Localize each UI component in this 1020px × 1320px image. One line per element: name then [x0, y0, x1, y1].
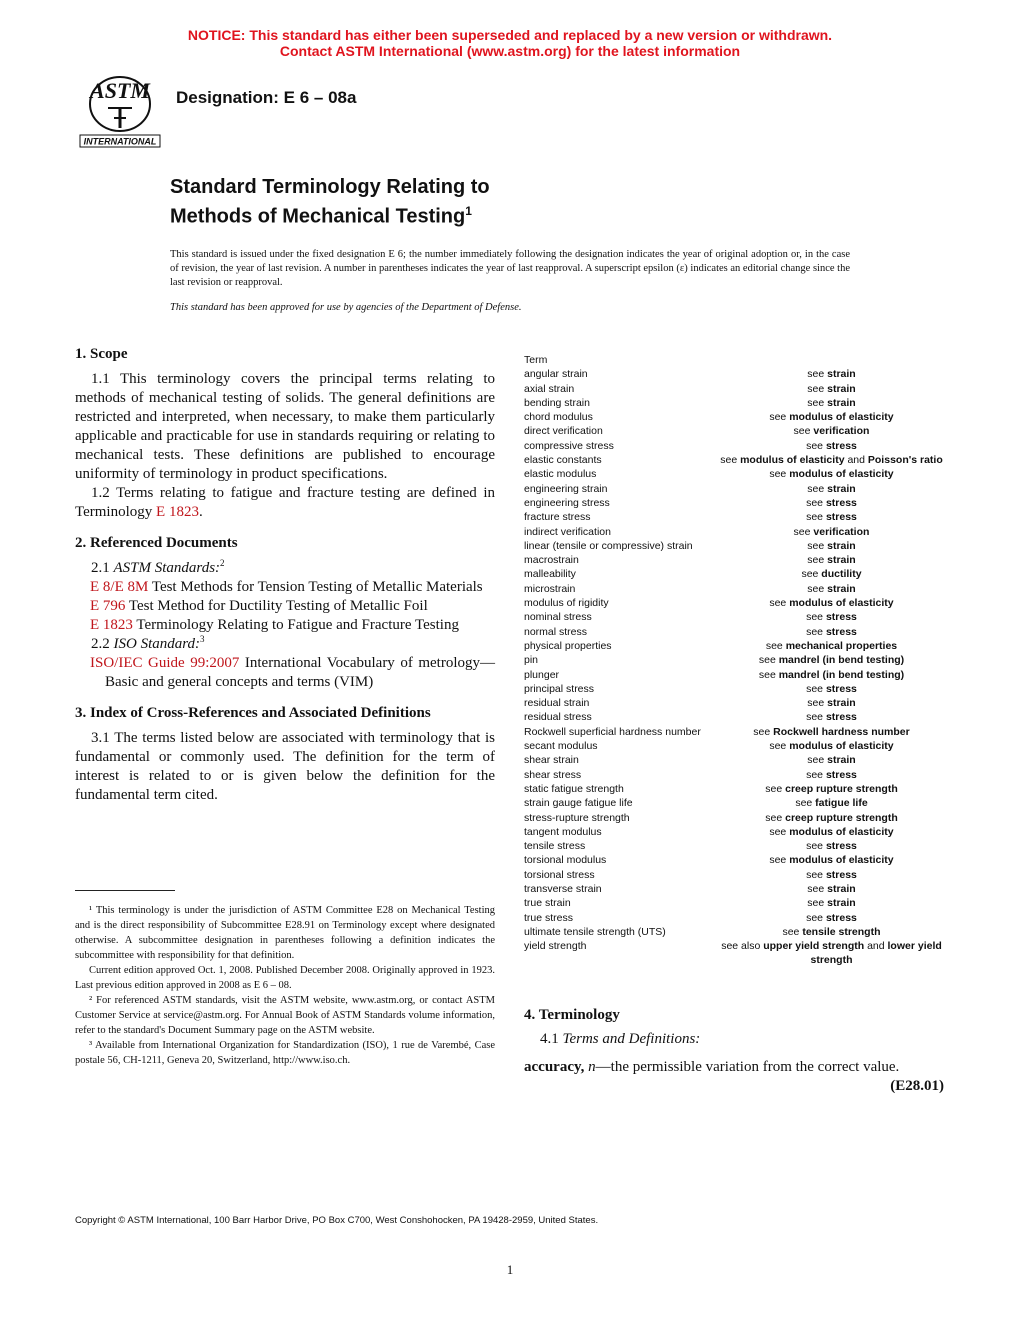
term-cell: elastic constants — [524, 454, 602, 467]
see-cell: see strain — [807, 539, 856, 552]
scope-1-1: 1.1 This terminology covers the principal terms relating to methods of mechanical testing of solids. The general definitions are restricted and interpreted, when necessary, to make them particularly applicable and practicable for use in standards requiring or relating to mechanical tests. These definitions are published to encourage uniformity of terminology in product specifications. — [75, 371, 495, 482]
title-line-2: Methods of Mechanical Testing — [170, 205, 466, 228]
term-cell: elastic modulus — [524, 468, 597, 481]
table-row — [524, 768, 944, 782]
term-cell: engineering stress — [524, 496, 610, 509]
table-row — [524, 424, 944, 438]
term-cell: shear stress — [524, 768, 582, 781]
see-cell: see strain — [807, 582, 856, 595]
scope-heading: 1. Scope — [75, 346, 128, 362]
notice-line-1: NOTICE: This standard has either been superseded and replaced by a new version or withdrawn. — [187, 27, 833, 43]
table-row — [524, 882, 944, 896]
reference-link[interactable]: E 8/E 8M — [90, 579, 149, 595]
table-row — [524, 410, 944, 424]
see-cell: see strain — [807, 382, 856, 395]
table-row — [524, 911, 944, 925]
table-row — [524, 439, 944, 453]
reference-item: E 796 Test Method for Ductility Testing of Metallic Foil — [90, 598, 428, 614]
iso-reference-item: ISO/IEC Guide 99:2007 International Vocabulary of metrology—Basic and general concepts and terms (VIM) — [90, 655, 495, 690]
table-row — [524, 868, 944, 882]
term-cell: principal stress — [524, 682, 595, 695]
table-row — [524, 753, 944, 767]
term-cell: tensile stress — [524, 840, 586, 853]
table-row — [524, 939, 944, 968]
table-row — [524, 725, 944, 739]
iso-standard-label: 2.2 ISO Standard:$^3$ — [91, 634, 205, 652]
left-column — [75, 345, 495, 805]
table-row — [524, 796, 944, 810]
see-cell: see stress — [806, 611, 857, 624]
terminology-section — [524, 1006, 944, 1096]
see-cell: see stress — [806, 511, 857, 524]
term-cell: strain gauge fatigue life — [524, 797, 633, 810]
table-row — [524, 610, 944, 624]
term-cell: Rockwell superficial hardness number — [524, 725, 701, 738]
footnotes — [75, 903, 495, 1068]
astm-logo — [78, 72, 162, 150]
table-row — [524, 367, 944, 381]
term-cell: direct verification — [524, 425, 603, 438]
table-row — [524, 567, 944, 581]
table-row — [524, 896, 944, 910]
see-cell: see strain — [807, 754, 856, 767]
reference-item: E 1823 Terminology Relating to Fatigue and Fracture Testing — [90, 617, 459, 633]
see-cell: see Rockwell hardness number — [753, 725, 910, 738]
footnote-3: ³ Available from International Organization for Standardization (ISO), 1 rue de Varembé, Case postale 56, CH-1211, Geneva 20, Switzerland, http://www.iso.ch. — [75, 1040, 495, 1066]
table-row — [524, 925, 944, 939]
see-cell: see stress — [806, 625, 857, 638]
term-cell: torsional stress — [524, 868, 595, 881]
see-cell: see verification — [793, 525, 870, 538]
see-cell: see stress — [806, 682, 857, 695]
cross-reference-table — [524, 353, 944, 968]
see-cell: see stress — [806, 911, 857, 924]
table-row — [524, 668, 944, 682]
table-row — [524, 653, 944, 667]
table-row — [524, 396, 944, 410]
term-cell: nominal stress — [524, 611, 592, 624]
term-cell: residual strain — [524, 697, 590, 710]
title-footnote-mark: 1 — [465, 204, 472, 218]
table-row — [524, 782, 944, 796]
term-cell: stress-rupture strength — [524, 811, 630, 824]
table-row — [524, 696, 944, 710]
term-cell: microstrain — [524, 582, 576, 595]
see-cell: see stress — [806, 768, 857, 781]
terms-definitions-label: 4.1 Terms and Definitions: — [540, 1031, 701, 1047]
see-cell: see mechanical properties — [765, 639, 898, 652]
definition-accuracy: accuracy, n—the permissible variation from the correct value. — [524, 1059, 900, 1075]
see-cell: see modulus of elasticity and Poisson's ratio — [720, 454, 943, 467]
term-cell: modulus of rigidity — [524, 597, 609, 610]
term-cell: axial strain — [524, 382, 575, 395]
term-cell: torsional modulus — [524, 854, 607, 867]
dod-approval-note: This standard has been approved for use by agencies of the Department of Defense. — [170, 302, 522, 313]
term-cell: true strain — [524, 897, 571, 910]
logo-bottom-text: INTERNATIONAL — [83, 136, 157, 147]
see-cell: see stress — [806, 439, 857, 452]
term-cell: physical properties — [524, 639, 612, 652]
table-row — [524, 510, 944, 524]
see-cell: see modulus of elasticity — [769, 468, 894, 481]
scope-1-2: 1.2 Terms relating to fatigue and fracture testing are defined in Terminology E 1823. — [75, 485, 495, 520]
term-cell: secant modulus — [524, 740, 598, 753]
subcommittee-tag: (E28.01) — [890, 1078, 944, 1094]
reference-link[interactable]: E 1823 — [90, 617, 133, 633]
footnote-divider — [75, 890, 175, 891]
term-cell: linear (tensile or compressive) strain — [524, 539, 693, 552]
see-cell: see strain — [807, 482, 856, 495]
document-title — [170, 175, 490, 229]
iso-reference-link[interactable]: ISO/IEC Guide 99:2007 — [90, 655, 240, 671]
table-row — [524, 525, 944, 539]
term-cell: indirect verification — [524, 525, 611, 538]
index-heading: 3. Index of Cross-References and Associated Definitions — [75, 705, 431, 721]
see-cell: see strain — [807, 396, 856, 409]
index-3-1: 3.1 The terms listed below are associated with terminology that is fundamental or commonly used. The definition for the term of interest is related to or is given below the definition for the fundamental term cited. — [75, 730, 495, 803]
see-cell: see also upper yield strength and lower yield strength — [721, 940, 942, 967]
table-row — [524, 639, 944, 653]
table-row — [524, 582, 944, 596]
term-cell: plunger — [524, 668, 560, 681]
table-row — [524, 496, 944, 510]
title-line-1: Standard Terminology Relating to — [170, 176, 490, 198]
table-header: Term — [524, 354, 548, 366]
see-cell: see modulus of elasticity — [769, 597, 894, 610]
see-cell: see mandrel (in bend testing) — [758, 668, 905, 681]
term-cell: compressive stress — [524, 439, 614, 452]
see-cell: see creep rupture strength — [765, 782, 898, 795]
terminology-heading: 4. Terminology — [524, 1007, 620, 1023]
copyright: Copyright © ASTM International, 100 Barr Harbor Drive, PO Box C700, West Conshohocken, PA 19428-2959, United States. — [75, 1215, 599, 1226]
see-cell: see stress — [806, 496, 857, 509]
see-cell: see strain — [807, 368, 856, 381]
term-cell: malleability — [524, 568, 576, 581]
reference-link[interactable]: E 796 — [90, 598, 126, 614]
see-cell: see modulus of elasticity — [769, 411, 894, 424]
footnote-1: ¹ This terminology is under the jurisdiction of ASTM Committee E28 on Mechanical Testing and is the direct responsibility of Subcommittee E28.91 on Terminology except where designated otherwise. A subcommittee designation in parentheses following a definition indicates the subcommittee with responsibility for that definition. — [75, 905, 495, 961]
term-cell: fracture stress — [524, 511, 591, 524]
see-cell: see strain — [807, 697, 856, 710]
table-row — [524, 467, 944, 481]
see-cell: see stress — [806, 711, 857, 724]
term-cell: angular strain — [524, 368, 588, 381]
term-cell: chord modulus — [524, 411, 593, 424]
footnote-1-edition: Current edition approved Oct. 1, 2008. Published December 2008. Originally approved in 1923. Last previous edition approved in 2008 as E 6 – 08. — [75, 965, 495, 991]
see-cell: see stress — [806, 868, 857, 881]
term-cell: pin — [524, 654, 539, 667]
notice-line-2: Contact ASTM International (www.astm.org) for the latest information — [279, 43, 741, 59]
footnote-2: ² For referenced ASTM standards, visit the ASTM website, www.astm.org, or contact ASTM Customer Service at service@astm.org. For Annual Book of ASTM Standards volume information, refer to the standard's Document Summary page on the ASTM website. — [75, 995, 495, 1036]
see-cell: see strain — [807, 882, 856, 895]
see-cell: see modulus of elasticity — [769, 854, 894, 867]
see-cell: see verification — [793, 425, 870, 438]
table-row — [524, 553, 944, 567]
term-cell: true stress — [524, 911, 574, 924]
term-cell: normal stress — [524, 625, 588, 638]
table-row — [524, 682, 944, 696]
term-cell: shear strain — [524, 754, 579, 767]
see-cell: see creep rupture strength — [765, 811, 898, 824]
term-cell: engineering strain — [524, 482, 608, 495]
table-row — [524, 453, 944, 467]
table-row — [524, 710, 944, 724]
reference-item: E 8/E 8M Test Methods for Tension Testing of Metallic Materials — [90, 579, 483, 595]
table-row — [524, 839, 944, 853]
term-cell: macrostrain — [524, 554, 579, 567]
table-row — [524, 625, 944, 639]
term-cell: ultimate tensile strength (UTS) — [524, 925, 666, 938]
table-row — [524, 382, 944, 396]
see-cell: see stress — [806, 840, 857, 853]
referenced-documents-heading: 2. Referenced Documents — [75, 535, 238, 551]
table-row — [524, 811, 944, 825]
term-cell: transverse strain — [524, 882, 602, 895]
designation: Designation: E 6 – 08a — [176, 88, 357, 107]
issue-note: This standard is issued under the fixed designation E 6; the number immediately following the designation indicates the year of original adoption or, in the case of revision, the year of last revision. A number in parentheses indicates the year of last reapproval. A superscript epsilon (ε) indicates an editorial change since the last revision or reapproval. — [170, 249, 850, 288]
table-row — [524, 739, 944, 753]
see-cell: see tensile strength — [782, 925, 881, 938]
see-cell: see ductility — [801, 568, 862, 581]
term-cell: static fatigue strength — [524, 782, 624, 795]
see-cell: see mandrel (in bend testing) — [758, 654, 905, 667]
table-row — [524, 853, 944, 867]
table-row — [524, 825, 944, 839]
term-cell: yield strength — [524, 940, 587, 953]
astm-standards-label: 2.1 ASTM Standards:$^2$ — [91, 558, 225, 576]
table-row — [524, 539, 944, 553]
table-row — [524, 482, 944, 496]
see-cell: see fatigue life — [795, 797, 868, 810]
link-e1823[interactable]: E 1823 — [156, 504, 199, 520]
see-cell: see strain — [807, 554, 856, 567]
logo-top-text: ASTM — [90, 78, 150, 103]
see-cell: see strain — [807, 897, 856, 910]
table-row — [524, 596, 944, 610]
term-cell: residual stress — [524, 711, 592, 724]
see-cell: see modulus of elasticity — [769, 825, 894, 838]
page-number: 1 — [506, 1262, 514, 1277]
see-cell: see modulus of elasticity — [769, 740, 894, 753]
term-cell: tangent modulus — [524, 825, 602, 838]
term-cell: bending strain — [524, 396, 590, 409]
